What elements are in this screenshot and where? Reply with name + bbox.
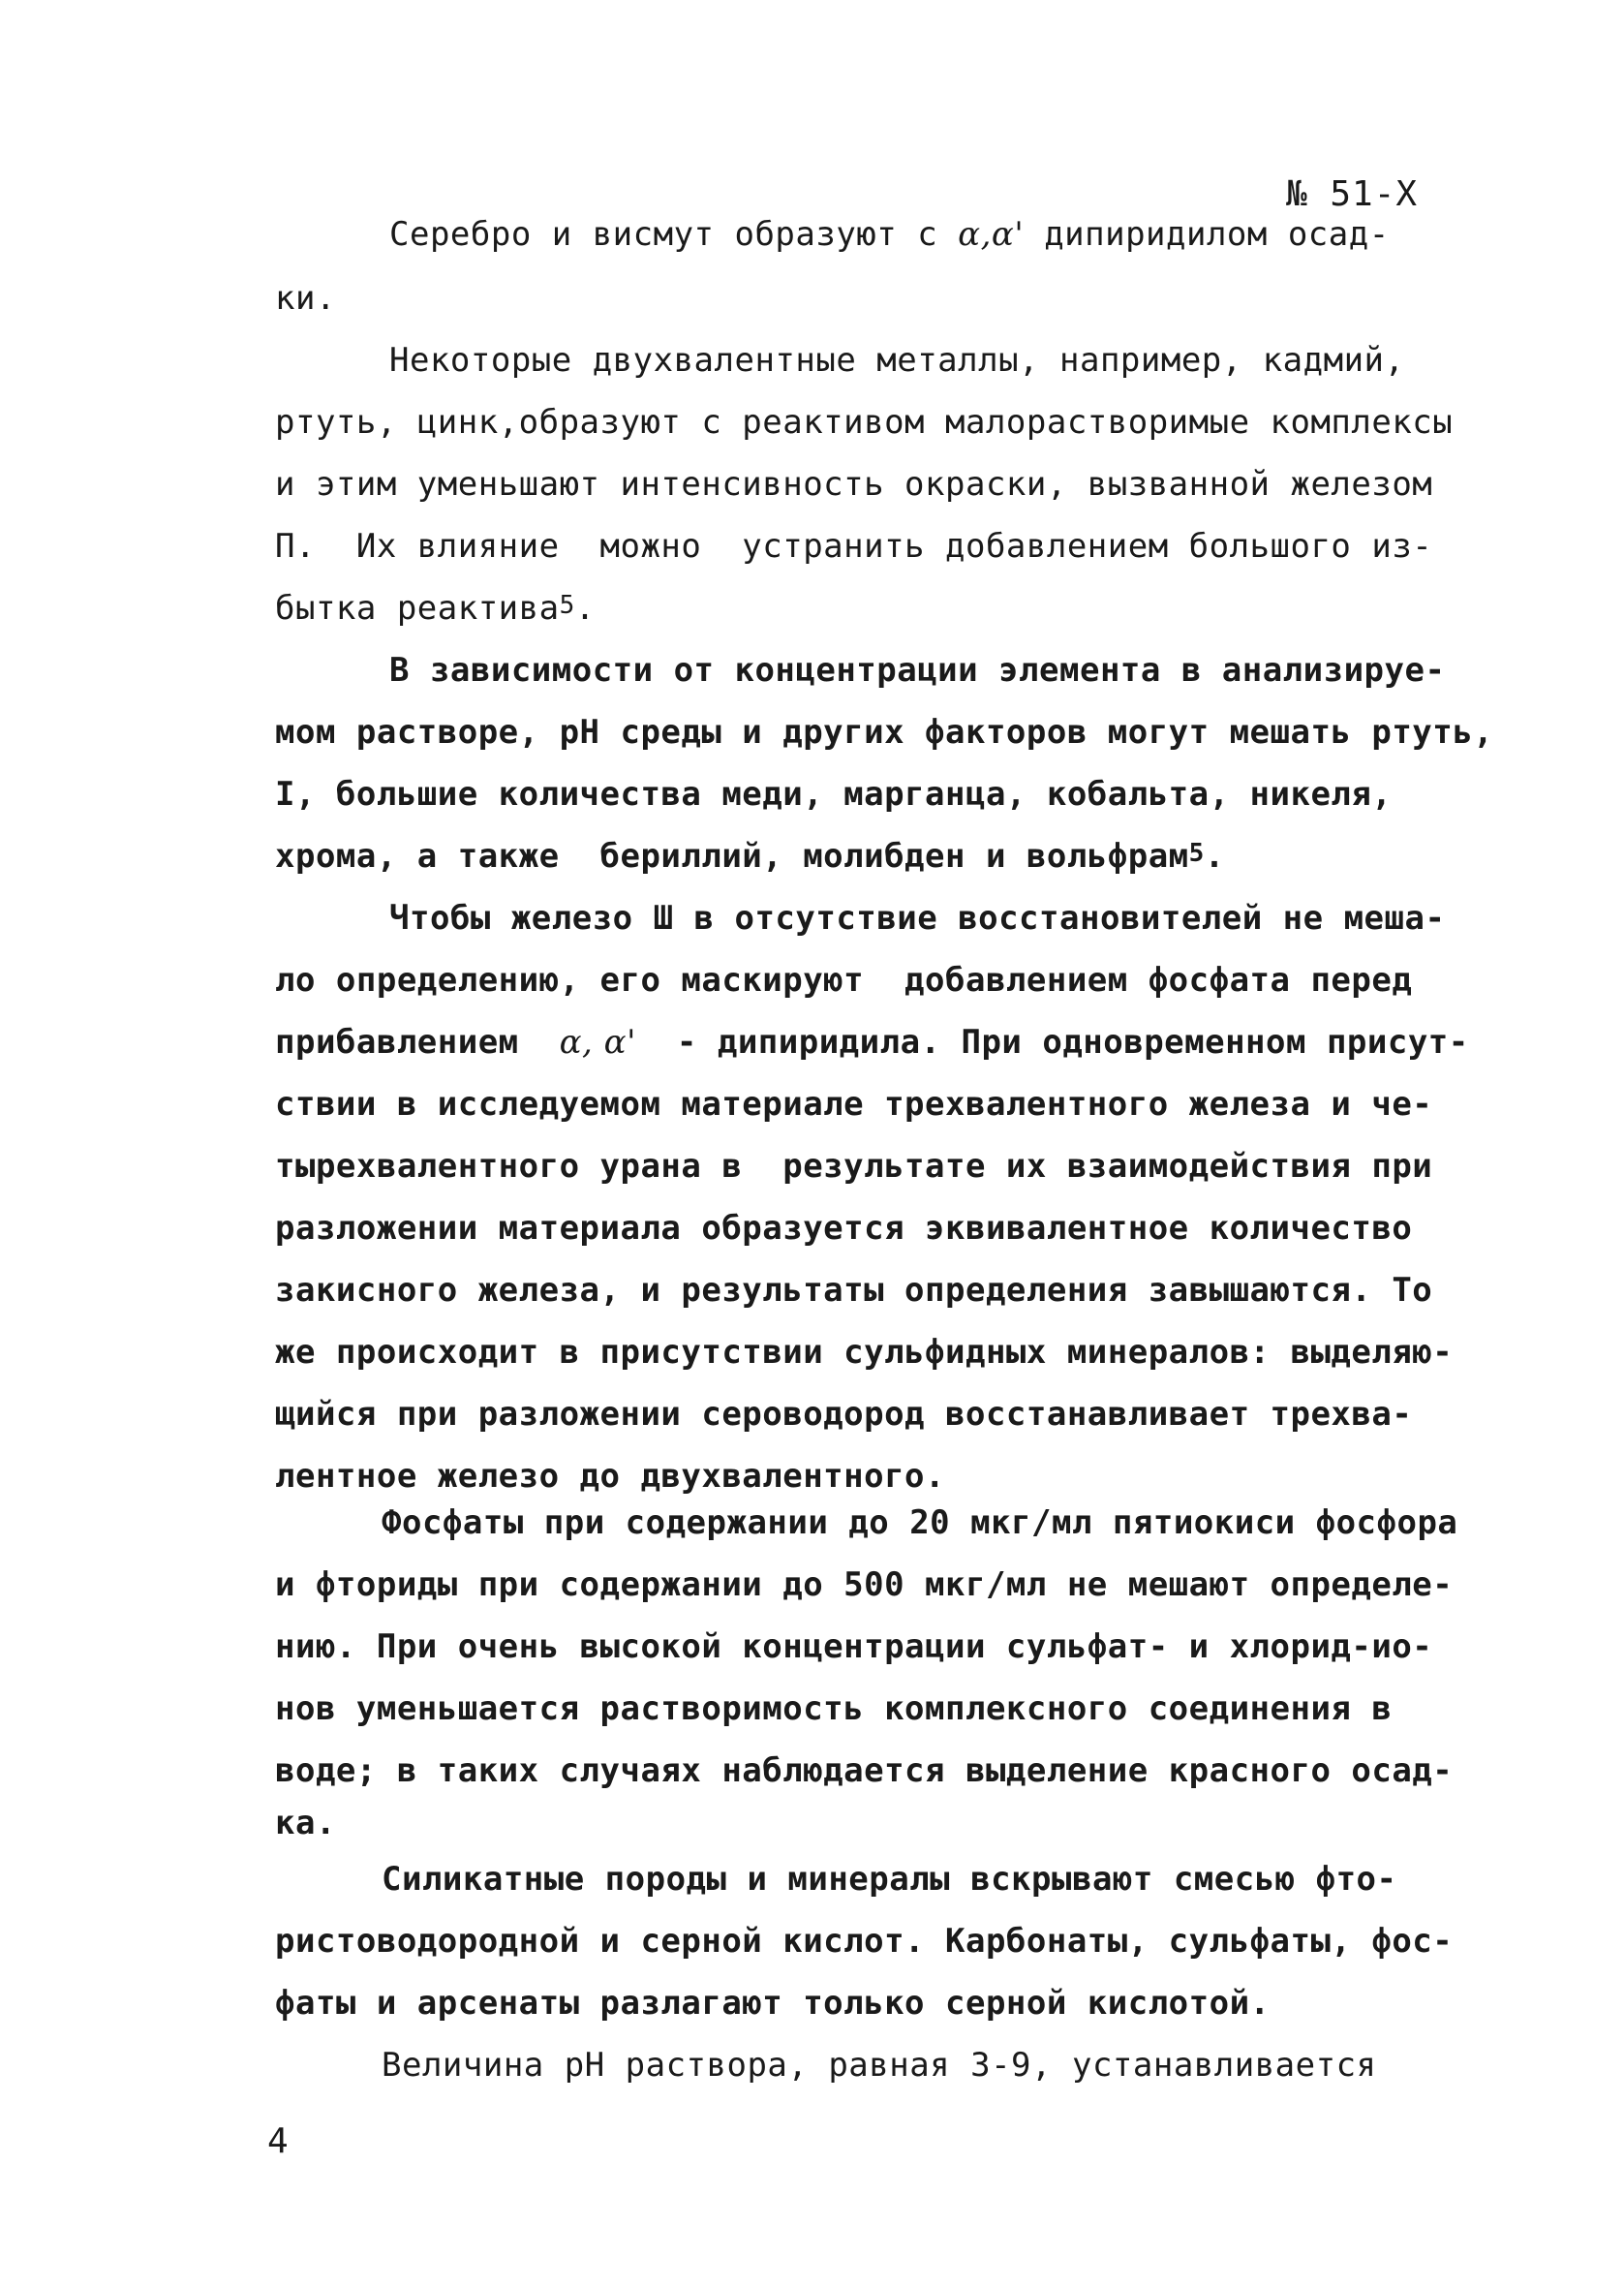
text-line: П. Их влияние можно устранить добавлением большого из- xyxy=(275,527,1433,566)
text-line: ка. xyxy=(275,1804,336,1842)
text-line: I, большие количества меди, марганца, кобальта, никеля, xyxy=(275,775,1393,814)
text-span: бытка реактива xyxy=(275,589,560,628)
text-line: В зависимости от концентрации элемента в анализируе- xyxy=(389,651,1446,690)
text-line: ристоводородной и серной кислот. Карбонаты, сульфаты, фос- xyxy=(275,1922,1454,1961)
text-line: Силикатные породы и минералы вскрывают смесью фто- xyxy=(382,1860,1397,1899)
text-line: щийся при разложении сероводород восстанавливает трехва- xyxy=(275,1395,1413,1434)
text-span: хрома, а также бериллий, молибден и вольфрам xyxy=(275,837,1189,876)
text-line: же происходит в присутствии сульфидных минералов: выделяю- xyxy=(275,1333,1454,1372)
text-line: Чтобы железо Ш в отсутствие восстановителей не меша- xyxy=(389,899,1446,938)
alpha-alpha-symbol: α, α' xyxy=(559,1023,636,1062)
text-line: Фосфаты при содержании до 20 мкг/мл пятиокиси фосфора xyxy=(382,1503,1458,1542)
reference-superscript: 5 xyxy=(559,591,575,620)
text-line: и фториды при содержании до 500 мкг/мл не мешают определе- xyxy=(275,1565,1454,1604)
text-span: . xyxy=(1204,837,1225,876)
text-line: ствии в исследуемом материале трехвалентного железа и че- xyxy=(275,1085,1433,1124)
text-span: прибавлением xyxy=(275,1023,560,1062)
text-line: Величина рН раствора, равная 3-9, устанавливается xyxy=(382,2046,1377,2085)
page-number: 4 xyxy=(267,2121,289,2161)
text-span: Серебро и висмут образуют с xyxy=(389,215,959,254)
text-line: нов уменьшается растворимость комплексного соединения в xyxy=(275,1689,1393,1728)
text-line: нию. При очень высокой концентрации сульфат- и хлорид-ио- xyxy=(275,1627,1433,1666)
text-span: . xyxy=(574,589,596,628)
text-line: Некоторые двухвалентные металлы, например, кадмий, xyxy=(389,341,1405,380)
text-line: воде; в таких случаях наблюдается выделение красного осад- xyxy=(275,1751,1454,1790)
text-line: ртуть, цинк,образуют с реактивом малорастворимые комплексы xyxy=(275,403,1454,442)
text-line xyxy=(389,215,1390,254)
document-number: № 51-Х xyxy=(1286,174,1419,214)
text-span: дипиридилом осад- xyxy=(1024,215,1390,254)
text-line: ки. xyxy=(275,279,336,318)
reference-superscript: 5 xyxy=(1188,839,1205,868)
text-line: лентное железо до двухвалентного. xyxy=(275,1457,946,1496)
text-line: и этим уменьшают интенсивность окраски, вызванной железом xyxy=(275,465,1433,504)
text-span: - дипиридила. При одновременном присут- xyxy=(635,1023,1469,1062)
text-line xyxy=(275,589,596,631)
alpha-alpha-symbol: α,α' xyxy=(958,215,1025,254)
text-line: закисного железа, и результаты определения завышаются. То xyxy=(275,1271,1433,1310)
text-line: ло определению, его маскируют добавлением фосфата перед xyxy=(275,961,1413,1000)
text-line xyxy=(275,1023,1469,1062)
text-line: фаты и арсенаты разлагают только серной кислотой. xyxy=(275,1984,1271,2023)
text-line: тырехвалентного урана в результате их взаимодействия при xyxy=(275,1147,1433,1186)
text-line: разложении материала образуется эквивалентное количество xyxy=(275,1209,1413,1248)
text-line xyxy=(275,837,1225,879)
text-line: мом растворе, рН среды и других факторов могут мешать ртуть, xyxy=(275,713,1494,752)
